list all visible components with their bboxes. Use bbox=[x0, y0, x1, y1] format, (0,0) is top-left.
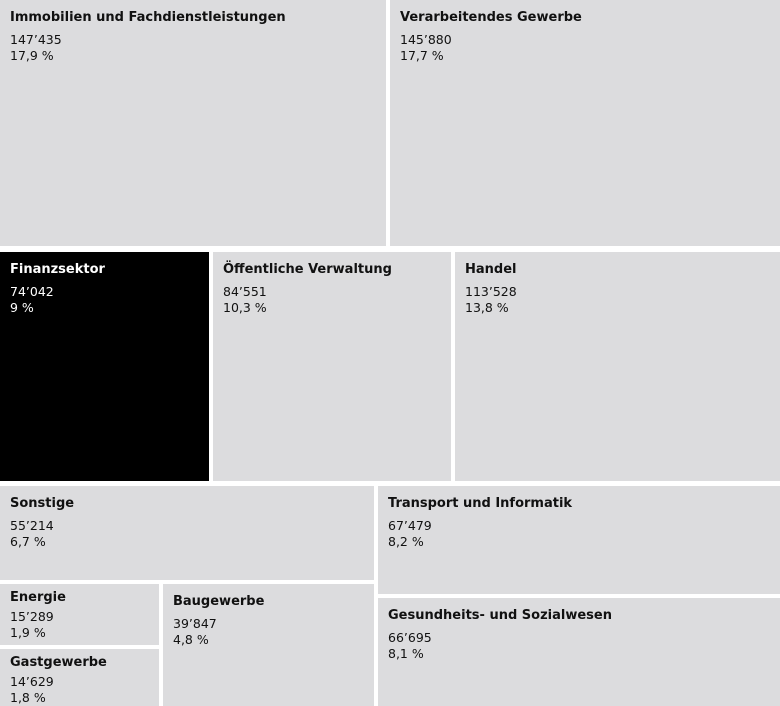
tile-value: 113’528 bbox=[465, 284, 517, 299]
tile-share: 8,2 % bbox=[388, 534, 424, 549]
tile-value: 147’435 bbox=[10, 32, 62, 47]
treemap-tile-energie bbox=[0, 584, 159, 645]
tile-label: Verarbeitendes Gewerbe bbox=[400, 10, 582, 25]
tile-value: 55’214 bbox=[10, 518, 54, 533]
tile-label: Baugewerbe bbox=[173, 594, 265, 609]
tile-value: 74’042 bbox=[10, 284, 54, 299]
tile-share: 9 % bbox=[10, 300, 34, 315]
tile-share: 4,8 % bbox=[173, 632, 209, 647]
treemap-tile-finanzsektor bbox=[0, 252, 209, 481]
tile-value: 67’479 bbox=[388, 518, 432, 533]
tile-value: 15’289 bbox=[10, 609, 54, 624]
tile-value: 14’629 bbox=[10, 674, 54, 689]
tile-value: 145’880 bbox=[400, 32, 452, 47]
tile-share: 17,9 % bbox=[10, 48, 54, 63]
tile-value: 39’847 bbox=[173, 616, 217, 631]
tile-share: 1,9 % bbox=[10, 625, 46, 640]
tile-label: Handel bbox=[465, 262, 517, 277]
treemap-tile-baugewerbe bbox=[163, 584, 374, 706]
tile-label: Finanzsektor bbox=[10, 262, 105, 277]
tile-share: 8,1 % bbox=[388, 646, 424, 661]
treemap-tile-gesundheits-und-sozialwesen bbox=[378, 598, 780, 706]
tile-label: Energie bbox=[10, 590, 66, 605]
treemap-tile-sonstige bbox=[0, 486, 374, 580]
treemap-tile-oeffentliche-verwaltung bbox=[213, 252, 451, 481]
tile-label: Immobilien und Fachdienstleistungen bbox=[10, 10, 286, 25]
tile-label: Öffentliche Verwaltung bbox=[223, 262, 392, 277]
tile-share: 13,8 % bbox=[465, 300, 509, 315]
tile-share: 17,7 % bbox=[400, 48, 444, 63]
tile-label: Sonstige bbox=[10, 496, 75, 511]
tile-label: Transport und Informatik bbox=[388, 496, 573, 511]
tile-share: 10,3 % bbox=[223, 300, 267, 315]
tile-share: 1,8 % bbox=[10, 690, 46, 705]
treemap-tile-transport-und-informatik bbox=[378, 486, 780, 594]
treemap-tile-immobilien-und-fachdienstleistungen bbox=[0, 0, 386, 246]
tile-label: Gesundheits- und Sozialwesen bbox=[388, 608, 612, 623]
treemap-tile-handel bbox=[455, 252, 780, 481]
tile-share: 6,7 % bbox=[10, 534, 46, 549]
treemap-tile-gastgewerbe bbox=[0, 649, 159, 706]
treemap-tile-verarbeitendes-gewerbe bbox=[390, 0, 780, 246]
tile-value: 84’551 bbox=[223, 284, 267, 299]
tile-value: 66’695 bbox=[388, 630, 432, 645]
tile-label: Gastgewerbe bbox=[10, 655, 107, 670]
